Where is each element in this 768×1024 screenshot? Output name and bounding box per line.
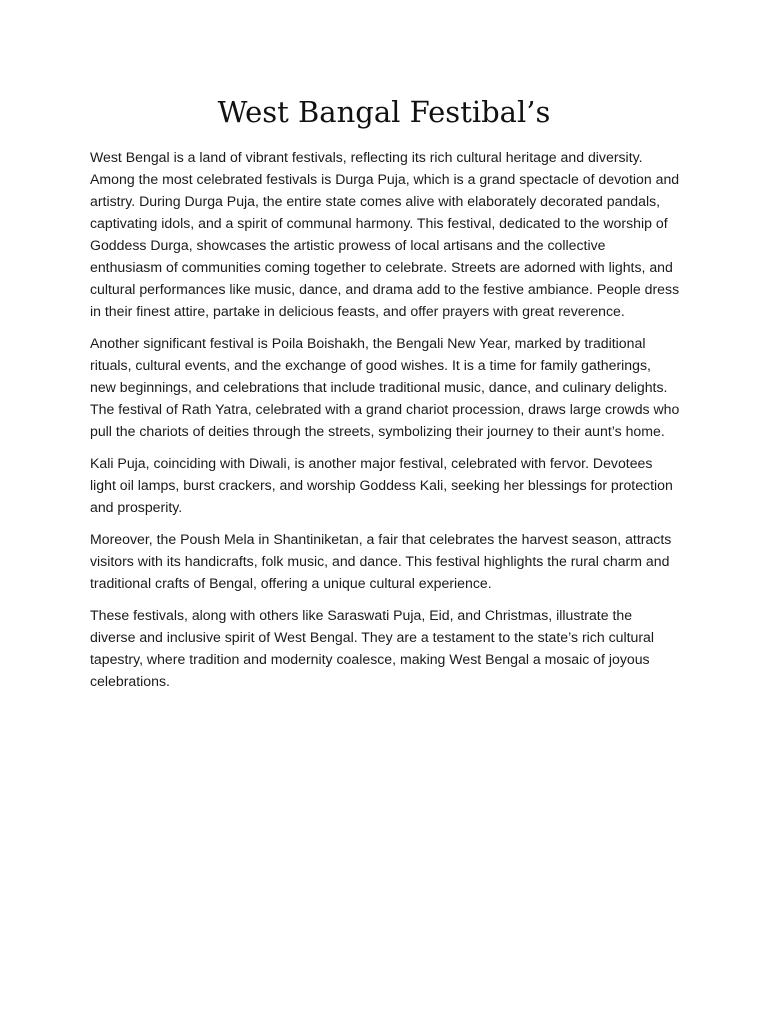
- paragraph-conclusion: These festivals, along with others like Saraswati Puja, Eid, and Christmas, illustrate the diverse and inclusive spirit of West Bengal. They are a testament to the state’s rich cultural tapestry, where tradition and modernity coalesce, making West Bengal a mosaic of joyous celebrations.: [90, 607, 655, 689]
- document-body: [90, 146, 680, 702]
- paragraph-poila-boishakh: Another significant festival is Poila Boishakh, the Bengali New Year, marked by traditional rituals, cultural events, and the exchange of good wishes. It is a time for family gatherings, new beginnings, and celebrations that include traditional music, dance, and culinary delights. The festival of Rath Yatra, celebrated with a grand chariot procession, draws large crowds who pull the chariots of deities through the streets, symbolizing their journey to their aunt’s home.: [90, 335, 680, 439]
- paragraph-kali-puja: Kali Puja, coinciding with Diwali, is another major festival, celebrated with fervor. Devotees light oil lamps, burst crackers, and worship Goddess Kali, seeking her blessings for protection and prosperity.: [90, 455, 673, 515]
- paragraph-poush-mela: Moreover, the Poush Mela in Shantiniketan, a fair that celebrates the harvest season, attracts visitors with its handicrafts, folk music, and dance. This festival highlights the rural charm and traditional crafts of Bengal, offering a unique cultural experience.: [90, 531, 672, 591]
- document-title: West Bangal Festibal’s: [217, 95, 551, 129]
- paragraph-durga-puja: West Bengal is a land of vibrant festivals, reflecting its rich cultural heritage and diversity. Among the most celebrated festivals is Durga Puja, which is a grand spectacle of devotion and artistry. During Durga Puja, the entire state comes alive with elaborately decorated pandals, captivating idols, and a spirit of communal harmony. This festival, dedicated to the worship of Goddess Durga, showcases the artistic prowess of local artisans and the collective enthusiasm of communities coming together to celebrate. Streets are adorned with lights, and cultural performances like music, dance, and drama add to the festive ambiance. People dress in their finest attire, partake in delicious feasts, and offer prayers with great reverence.: [90, 149, 680, 319]
